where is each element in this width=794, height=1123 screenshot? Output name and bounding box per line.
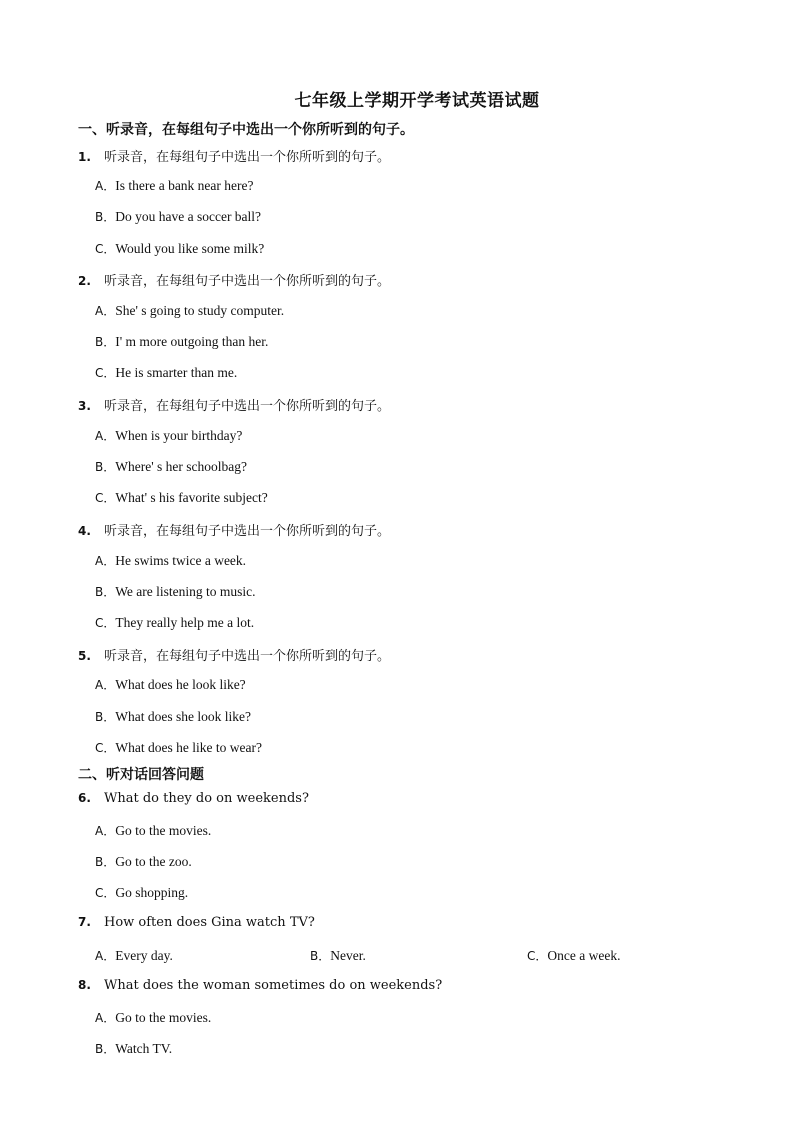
option-text: What does he like to wear? xyxy=(115,740,262,755)
question-number: 8. xyxy=(78,978,91,992)
option-text: Once a week. xyxy=(547,948,621,963)
option-text: Is there a bank near here? xyxy=(115,178,254,193)
option-5c[interactable] xyxy=(95,739,262,756)
option-letter: A． xyxy=(95,949,116,963)
option-text: Where' s her schoolbag? xyxy=(115,459,247,474)
option-letter: B． xyxy=(95,585,116,599)
option-text: Every day. xyxy=(115,948,173,963)
option-letter: A． xyxy=(95,304,116,318)
option-letter: A． xyxy=(95,554,116,568)
option-3c[interactable] xyxy=(95,489,268,506)
question-number: 6. xyxy=(78,791,91,805)
question-number: 1. xyxy=(78,150,91,164)
question-stem: What do they do on weekends? xyxy=(104,791,309,806)
option-6b[interactable] xyxy=(95,853,192,870)
option-text: She' s going to study computer. xyxy=(115,303,285,318)
option-7b[interactable] xyxy=(310,947,366,964)
option-2c[interactable] xyxy=(95,364,237,381)
question-3 xyxy=(78,395,390,414)
section-heading-1: 一、听录音，在每组句子中选出一个你所听到的句子。 xyxy=(78,122,414,138)
option-letter: B． xyxy=(310,949,331,963)
option-letter: B． xyxy=(95,710,116,724)
question-2 xyxy=(78,270,390,289)
option-text: Go to the zoo. xyxy=(115,854,192,869)
option-8b[interactable] xyxy=(95,1040,172,1057)
option-text: Would you like some milk? xyxy=(115,241,265,256)
option-8a[interactable] xyxy=(95,1009,211,1026)
page-title: 七年级上学期开学考试英语试题 xyxy=(294,91,540,111)
option-text: When is your birthday? xyxy=(115,428,243,443)
option-7c[interactable] xyxy=(527,947,620,964)
option-letter: C． xyxy=(527,949,548,963)
option-6c[interactable] xyxy=(95,884,188,901)
option-text: Never. xyxy=(330,948,366,963)
option-letter: A． xyxy=(95,1011,116,1025)
option-text: What' s his favorite subject? xyxy=(115,490,268,505)
option-text: Go to the movies. xyxy=(115,1010,212,1025)
question-number: 2. xyxy=(78,274,91,288)
option-letter: C． xyxy=(95,366,116,380)
option-text: Go to the movies. xyxy=(115,823,212,838)
option-letter: C． xyxy=(95,886,116,900)
option-text: I' m more outgoing than her. xyxy=(115,334,269,349)
option-text: He is smarter than me. xyxy=(115,365,238,380)
option-letter: A． xyxy=(95,179,116,193)
option-3b[interactable] xyxy=(95,458,247,475)
question-stem: What does the woman sometimes do on weekends? xyxy=(104,978,443,993)
option-text: We are listening to music. xyxy=(115,584,256,599)
question-number: 5. xyxy=(78,649,91,663)
option-letter: C． xyxy=(95,491,116,505)
question-stem: 听录音，在每组句子中选出一个你所听到的句子。 xyxy=(104,150,391,165)
option-text: What does he look like? xyxy=(115,677,246,692)
option-3a[interactable] xyxy=(95,427,242,444)
question-7 xyxy=(78,915,315,930)
option-4c[interactable] xyxy=(95,614,254,631)
option-4a[interactable] xyxy=(95,552,246,569)
option-1a[interactable] xyxy=(95,177,254,194)
option-letter: C． xyxy=(95,242,116,256)
option-letter: B． xyxy=(95,1042,116,1056)
option-2a[interactable] xyxy=(95,302,284,319)
question-6 xyxy=(78,791,309,806)
option-letter: A． xyxy=(95,429,116,443)
option-letter: A． xyxy=(95,678,116,692)
question-4 xyxy=(78,520,390,539)
section-heading-2: 二、听对话回答问题 xyxy=(78,767,204,783)
option-4b[interactable] xyxy=(95,583,256,600)
option-letter: C． xyxy=(95,616,116,630)
option-text: They really help me a lot. xyxy=(115,615,255,630)
option-text: Watch TV. xyxy=(115,1041,173,1056)
option-letter: C． xyxy=(95,741,116,755)
option-letter: B． xyxy=(95,855,116,869)
option-7a[interactable] xyxy=(95,947,173,964)
question-5 xyxy=(78,645,390,664)
option-letter: B． xyxy=(95,460,116,474)
option-text: What does she look like? xyxy=(115,709,251,724)
option-text: He swims twice a week. xyxy=(115,553,247,568)
option-2b[interactable] xyxy=(95,333,268,350)
question-number: 4. xyxy=(78,524,91,538)
option-text: Go shopping. xyxy=(115,885,189,900)
option-text: Do you have a soccer ball? xyxy=(115,209,262,224)
question-stem: 听录音，在每组句子中选出一个你所听到的句子。 xyxy=(104,274,391,289)
question-stem: 听录音，在每组句子中选出一个你所听到的句子。 xyxy=(104,399,391,414)
question-number: 7. xyxy=(78,915,91,929)
option-letter: B． xyxy=(95,335,116,349)
question-stem: 听录音，在每组句子中选出一个你所听到的句子。 xyxy=(104,649,391,664)
question-stem: How often does Gina watch TV? xyxy=(104,915,315,930)
option-6a[interactable] xyxy=(95,822,211,839)
option-1b[interactable] xyxy=(95,208,261,225)
question-stem: 听录音，在每组句子中选出一个你所听到的句子。 xyxy=(104,524,391,539)
option-letter: B． xyxy=(95,210,116,224)
question-number: 3. xyxy=(78,399,91,413)
option-5a[interactable] xyxy=(95,676,246,693)
option-5b[interactable] xyxy=(95,708,251,725)
question-8 xyxy=(78,978,442,993)
option-letter: A． xyxy=(95,824,116,838)
question-1 xyxy=(78,146,390,165)
option-1c[interactable] xyxy=(95,240,264,257)
